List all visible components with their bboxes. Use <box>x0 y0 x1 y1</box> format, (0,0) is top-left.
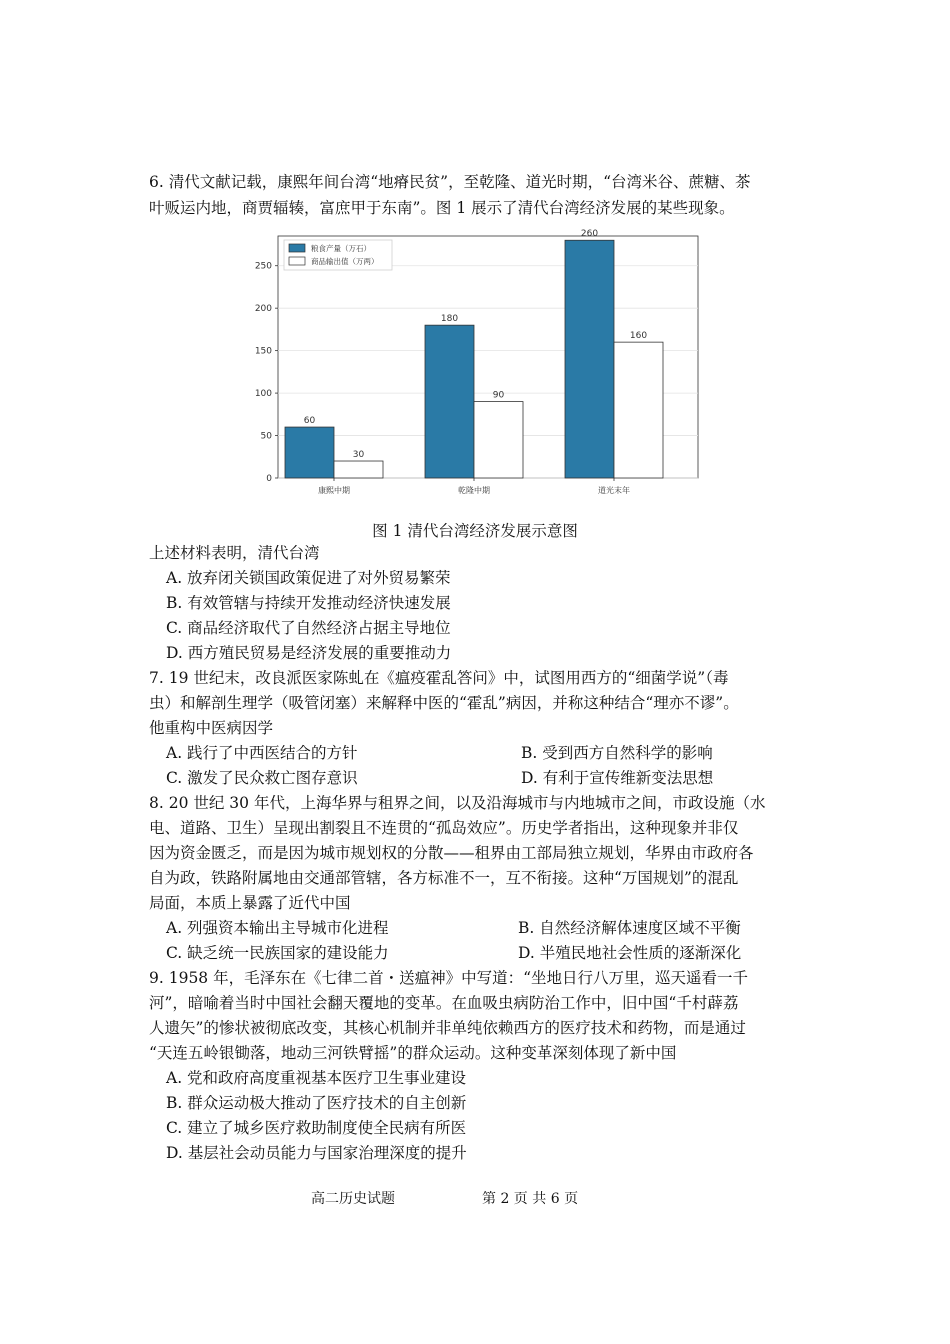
q9-line-1: 9. 1958 年，毛泽东在《七律二首・送瘟神》中写道：“坐地日行八万里，巡天遥看一千 <box>149 969 749 987</box>
q7-option-b[interactable]: B. 受到西方自然科学的影响 <box>521 744 713 762</box>
chart-figure <box>244 228 704 502</box>
y-tick-label-0: 0 <box>266 474 272 484</box>
q6-option-b[interactable]: B. 有效管辖与持续开发推动经济快速发展 <box>166 594 451 612</box>
q7-option-d[interactable]: D. 有利于宣传维新变法思想 <box>521 769 714 787</box>
bar-grain-0 <box>285 427 334 478</box>
x-tick-label-2: 道光末年 <box>598 486 630 495</box>
bar-grain-1 <box>425 325 474 478</box>
q8-line-1: 8. 20 世纪 30 年代，上海华界与租界之间，以及沿海城市与内地城市之间，市政设施（水 <box>149 794 766 812</box>
footer-page-number: 第 2 页 共 6 页 <box>482 1191 579 1207</box>
bar-chart <box>244 228 704 502</box>
q6-line-2: 叶贩运内地，商贾辐辏，富庶甲于东南”。图 1 展示了清代台湾经济发展的某些现象。 <box>149 199 735 217</box>
y-tick-label-4: 200 <box>254 304 272 315</box>
q8-option-d[interactable]: D. 半殖民地社会性质的逐渐深化 <box>518 944 742 962</box>
q6-option-a[interactable]: A. 放弃闭关锁国政策促进了对外贸易繁荣 <box>166 569 451 587</box>
q7-line-1: 7. 19 世纪末，改良派医家陈虬在《瘟疫霍乱答问》中，试图用西方的“细菌学说”（毒 <box>149 669 729 687</box>
data-label-0-1: 180 <box>440 314 459 325</box>
q9-line-2: 河”，暗喻着当时中国社会翻天覆地的变革。在血吸虫病防治工作中，旧中国“千村薜荔 <box>149 994 739 1012</box>
q6-option-d[interactable]: D. 西方殖民贸易是经济发展的重要推动力 <box>166 644 452 662</box>
q7-line-2: 虫）和解剖生理学（吸管闭塞）来解释中医的“霍乱”病因，并称这种结合“理亦不谬”。 <box>149 694 739 712</box>
q8-option-c[interactable]: C. 缺乏统一民族国家的建设能力 <box>166 944 389 962</box>
q8-line-5: 局面，本质上暴露了近代中国 <box>149 894 351 912</box>
q8-line-4: 自为政，铁路附属地由交通部管辖，各方标准不一，互不衔接。这种“万国规划”的混乱 <box>149 869 739 887</box>
q9-option-d[interactable]: D. 基层社会动员能力与国家治理深度的提升 <box>166 1144 467 1162</box>
footer-subject: 高二历史试题 <box>311 1191 395 1207</box>
data-label-1-2: 160 <box>629 331 648 342</box>
q9-option-a[interactable]: A. 党和政府高度重视基本医疗卫生事业建设 <box>166 1069 467 1087</box>
q8-line-3: 因为资金匮乏，而是因为城市规划权的分散——租界由工部局独立规划，华界由市政府各 <box>149 844 754 862</box>
y-tick-label-3: 150 <box>254 346 272 357</box>
q8-option-a[interactable]: A. 列强资本输出主导城市化进程 <box>166 919 389 937</box>
y-tick-label-5: 250 <box>254 261 272 272</box>
q6-option-c[interactable]: C. 商品经济取代了自然经济占据主导地位 <box>166 619 451 637</box>
q9-line-4: “天连五岭银锄落，地动三河铁臂摇”的群众运动。这种变革深刻体现了新中国 <box>149 1044 677 1062</box>
q7-line-3: 他重构中医病因学 <box>149 719 274 737</box>
data-label-0-0: 60 <box>303 416 316 427</box>
bar-goods-0 <box>334 461 383 478</box>
figure-caption: 图 1 清代台湾经济发展示意图 <box>372 522 578 540</box>
q8-option-b[interactable]: B. 自然经济解体速度区域不平衡 <box>518 919 741 937</box>
q6-stem: 上述材料表明，清代台湾 <box>149 544 320 562</box>
legend-label-1: 商品输出值（万两） <box>311 257 379 266</box>
x-tick-label-0: 康熙中期 <box>318 486 350 495</box>
bar-goods-2 <box>614 342 663 478</box>
x-tick-label-1: 乾隆中期 <box>458 486 490 495</box>
q9-option-c[interactable]: C. 建立了城乡医疗救助制度使全民病有所医 <box>166 1119 467 1137</box>
q7-option-c[interactable]: C. 激发了民众救亡图存意识 <box>166 769 358 787</box>
data-label-1-0: 30 <box>352 450 365 461</box>
data-label-1-1: 90 <box>492 390 505 401</box>
legend-swatch-1 <box>289 257 305 265</box>
legend-swatch-0 <box>289 244 305 252</box>
y-tick-label-1: 50 <box>260 431 272 442</box>
q6-line-1: 6. 清代文献记载，康熙年间台湾“地瘠民贫”，至乾隆、道光时期，“台湾米谷、蔗糖、茶 <box>149 173 751 191</box>
q9-line-3: 人遗矢”的惨状被彻底改变，其核心机制并非单纯依赖西方的医疗技术和药物，而是通过 <box>149 1019 746 1037</box>
legend-label-0: 粮食产量（万石） <box>311 244 371 253</box>
data-label-0-2: 260 <box>580 229 599 240</box>
bar-grain-2 <box>565 240 614 478</box>
q9-option-b[interactable]: B. 群众运动极大推动了医疗技术的自主创新 <box>166 1094 467 1112</box>
q7-option-a[interactable]: A. 践行了中西医结合的方针 <box>166 744 358 762</box>
y-tick-label-2: 100 <box>254 389 272 400</box>
bar-goods-1 <box>474 402 523 478</box>
q8-line-2: 电、道路、卫生）呈现出割裂且不连贯的“孤岛效应”。历史学者指出，这种现象并非仅 <box>149 819 739 837</box>
